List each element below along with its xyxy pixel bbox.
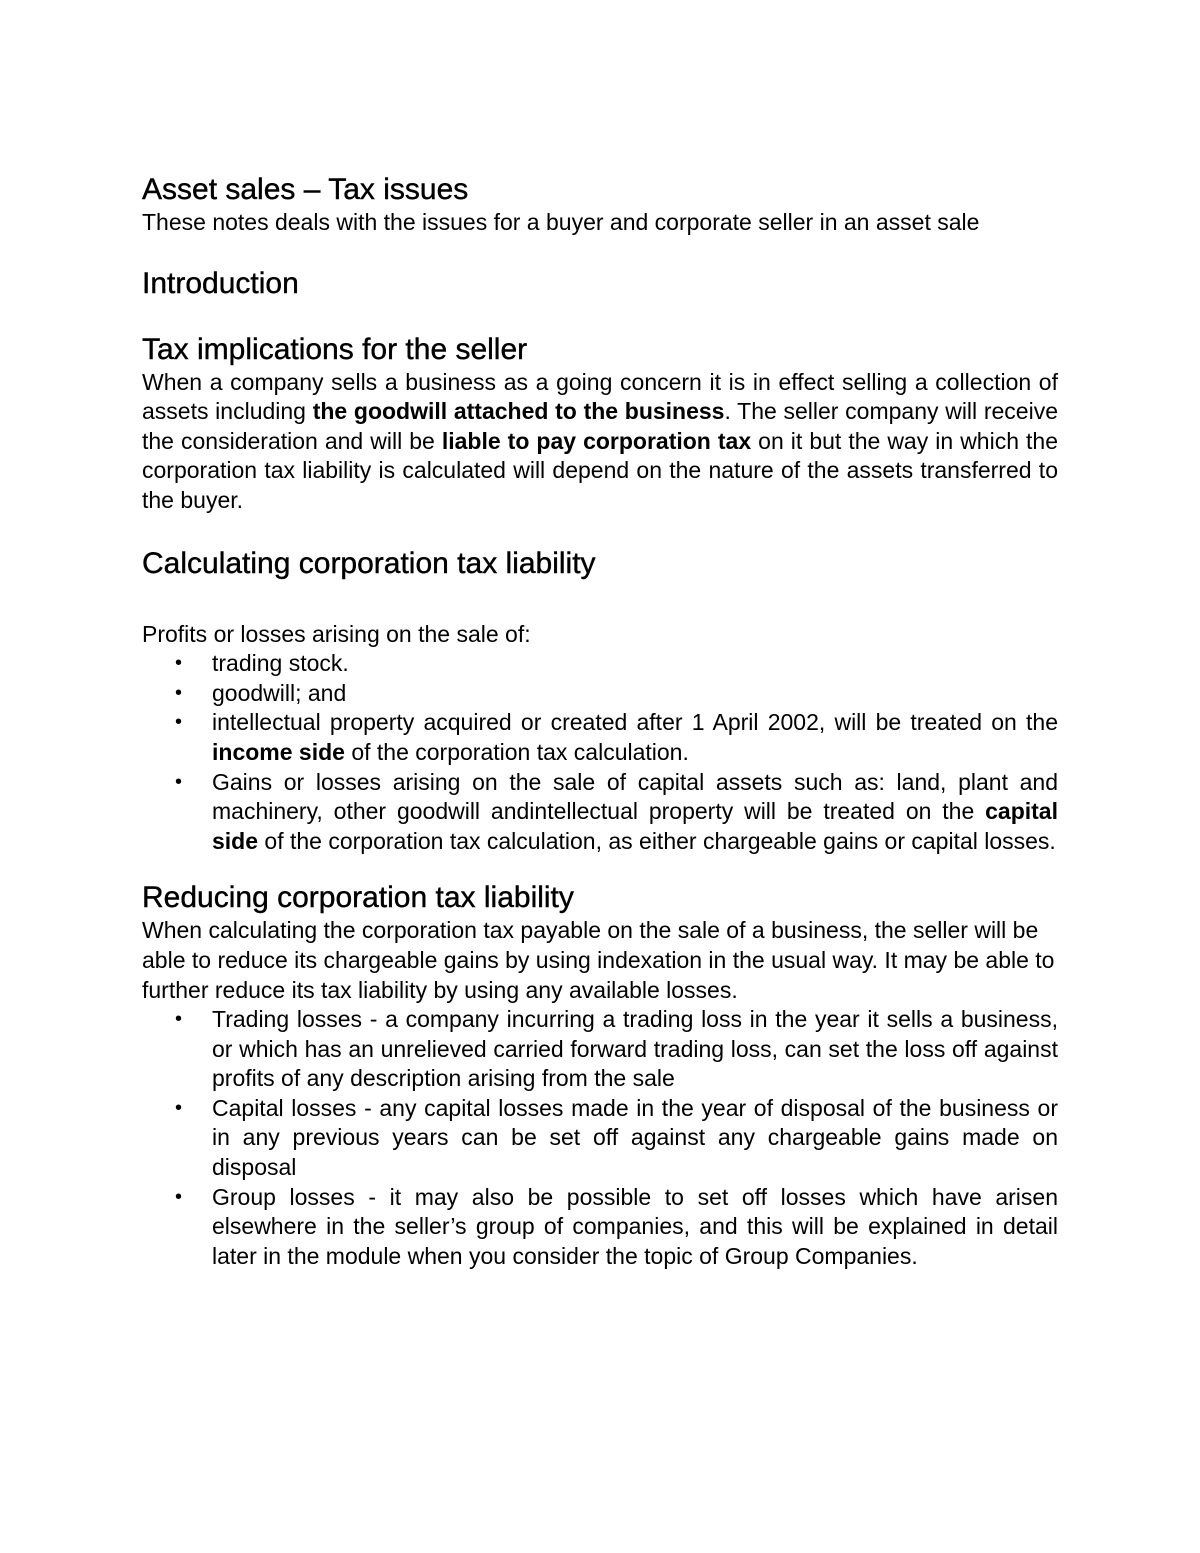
document-page bbox=[142, 172, 1058, 1271]
list-item: • trading stock. bbox=[142, 649, 1058, 679]
calculating-list bbox=[142, 649, 1058, 856]
bullet-icon: • bbox=[175, 681, 183, 704]
bold-income-side: income side bbox=[212, 738, 345, 765]
bold-capital-side: capital side bbox=[212, 798, 1058, 854]
intro-paragraph: These notes deals with the issues for a buyer and corporate seller in an asset sale bbox=[142, 209, 980, 235]
calculating-lead: Profits or losses arising on the sale of: bbox=[142, 620, 531, 647]
bullet-icon: • bbox=[175, 711, 183, 734]
bullet-icon: • bbox=[175, 1008, 183, 1031]
heading-introduction: Introduction bbox=[142, 266, 299, 300]
heading-seller: Tax implications for the seller bbox=[142, 332, 528, 366]
list-item: • Gains or losses arising on the sale of capital assets such as: land, plant and machinery, other goodwill andintellectual property will be treated on the capital side of the corporation tax calculation, as either chargeable gains or capital losses. bbox=[175, 768, 1058, 854]
bullet-icon: • bbox=[175, 652, 183, 675]
list-item: • Capital losses - any capital losses made in the year of disposal of the business or in any previous years can be set off against any chargeable gains made on disposal bbox=[175, 1094, 1058, 1181]
list-item: • Group losses - it may also be possible to set off losses which have arisen elsewhere in the seller’s group of companies, and this will be explained in detail later in the module when you consider the topic of Group Companies. bbox=[175, 1183, 1058, 1269]
bullet-icon: • bbox=[175, 1185, 183, 1208]
list-item: • intellectual property acquired or created after 1 April 2002, will be treated on the income side of the corporation tax calculation. bbox=[175, 709, 1058, 765]
heading-calculating: Calculating corporation tax liability bbox=[142, 546, 596, 580]
bullet-icon: • bbox=[175, 770, 183, 793]
list-item: • Trading losses - a company incurring a trading loss in the year it sells a business, or which has an unrelieved carried forward trading loss, can set the loss off against profits of any description arising from the sale bbox=[175, 1006, 1058, 1092]
reducing-paragraph: When calculating the corporation tax payable on the sale of a business, the seller will be able to reduce its chargeable gains by using indexation in the usual way. It may be able to further reduce its tax liability by using any available losses. bbox=[142, 917, 1055, 1003]
bold-goodwill: the goodwill attached to the business bbox=[312, 398, 725, 425]
bullet-icon: • bbox=[175, 1096, 183, 1119]
reducing-list bbox=[142, 1005, 1058, 1271]
heading-reducing: Reducing corporation tax liability bbox=[142, 881, 574, 915]
seller-paragraph: When a company sells a business as a going concern it is in effect selling a collection of assets including the goodwill attached to the business. The seller company will receive the consideration and will be liable to pay corporation tax on it but the way in which the corporation tax liability is calculated will depend on the nature of the assets transferred to the buyer. bbox=[142, 368, 1058, 513]
document-title: Asset sales – Tax issues bbox=[142, 173, 469, 206]
list-item: • goodwill; and bbox=[142, 679, 1058, 709]
bold-liable: liable to pay corporation tax bbox=[441, 427, 752, 454]
